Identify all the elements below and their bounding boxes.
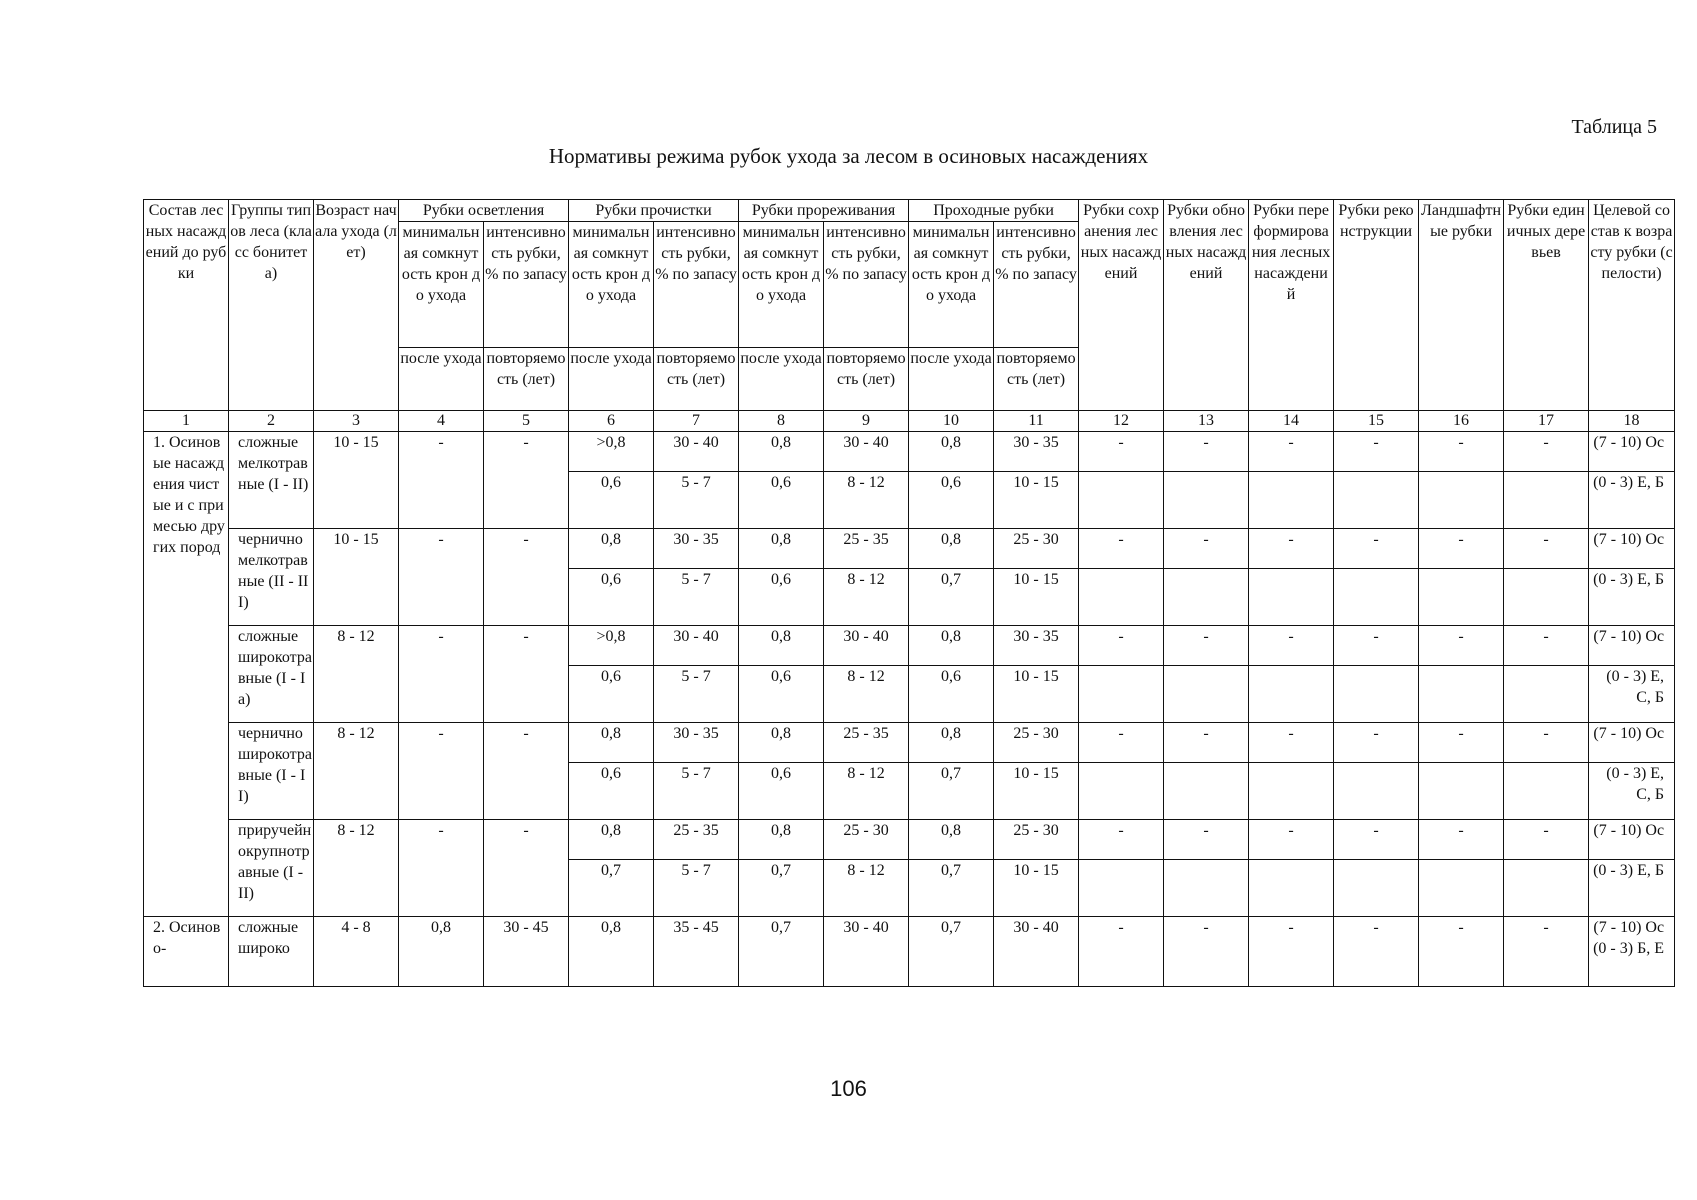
value-cell-v10: 0,8 <box>909 723 994 763</box>
value-cell-v7: 30 - 35 <box>654 723 739 763</box>
value-cell-v7: 35 - 45 <box>654 917 739 987</box>
value-cell-v8: 0,6 <box>739 569 824 626</box>
target-composition-cell: (7 - 10) Ос (0 - 3) Б, Е <box>1589 917 1675 987</box>
value-cell-v8: 0,8 <box>739 723 824 763</box>
dash-cell-17: - <box>1504 917 1589 987</box>
forest-type-cell: черничномелкотравные (II - III) <box>229 529 314 626</box>
osvetleniya-density-cell: 0,8 <box>399 917 484 987</box>
value-cell-v10: 0,8 <box>909 529 994 569</box>
dash-cell-17: - <box>1504 529 1589 569</box>
target-composition-cell: (0 - 3) Е, Б <box>1589 472 1675 529</box>
target-composition-cell: (7 - 10) Ос <box>1589 820 1675 860</box>
dash-cell-14: - <box>1249 917 1334 987</box>
column-number: 6 <box>569 411 654 432</box>
value-cell-v8: 0,8 <box>739 820 824 860</box>
column-number-row <box>144 411 1675 432</box>
value-cell-v9: 30 - 40 <box>824 432 909 472</box>
dash-cell-13: - <box>1164 529 1249 569</box>
empty-cell-14 <box>1249 472 1334 529</box>
dash-cell-17: - <box>1504 626 1589 666</box>
header-rekonstruktsii: Рубки реконструкции <box>1334 200 1419 411</box>
empty-cell-16 <box>1419 860 1504 917</box>
header-repeat: повторяемость (лет) <box>484 348 569 411</box>
dash-cell-13: - <box>1164 432 1249 472</box>
value-cell-v8: 0,8 <box>739 432 824 472</box>
osvetleniya-intensity-cell: - <box>484 529 569 626</box>
empty-cell-14 <box>1249 763 1334 820</box>
dash-cell-16: - <box>1419 432 1504 472</box>
empty-cell-12 <box>1079 860 1164 917</box>
dash-cell-17: - <box>1504 820 1589 860</box>
start-age-cell: 4 - 8 <box>314 917 399 987</box>
target-composition-cell: (7 - 10) Ос <box>1589 626 1675 666</box>
value-cell-v7: 30 - 35 <box>654 529 739 569</box>
value-cell-v7: 30 - 40 <box>654 626 739 666</box>
value-cell-v6: 0,6 <box>569 569 654 626</box>
header-start-age: Возраст начала ухода (лет) <box>314 200 399 411</box>
table-row <box>144 723 1675 763</box>
header-intensity: интенсивность рубки, % по запасу <box>484 222 569 348</box>
osvetleniya-density-cell: - <box>399 626 484 723</box>
dash-cell-16: - <box>1419 529 1504 569</box>
start-age-cell: 8 - 12 <box>314 820 399 917</box>
value-cell-v8: 0,6 <box>739 666 824 723</box>
column-number: 2 <box>229 411 314 432</box>
value-cell-v8: 0,6 <box>739 763 824 820</box>
column-number: 16 <box>1419 411 1504 432</box>
osvetleniya-intensity-cell: 30 - 45 <box>484 917 569 987</box>
table-row <box>144 820 1675 860</box>
value-cell-v10: 0,7 <box>909 569 994 626</box>
empty-cell-17 <box>1504 472 1589 529</box>
header-group-osvetleniya: Рубки осветления <box>399 200 569 222</box>
value-cell-v11: 10 - 15 <box>994 569 1079 626</box>
header-min-density: минимальная сомкнутость крон до ухода <box>739 222 824 348</box>
empty-cell-16 <box>1419 666 1504 723</box>
empty-cell-16 <box>1419 569 1504 626</box>
target-composition-cell: (7 - 10) Ос <box>1589 432 1675 472</box>
target-composition-cell: (0 - 3) Е, С, Б <box>1589 666 1675 723</box>
value-cell-v6: 0,6 <box>569 666 654 723</box>
empty-cell-13 <box>1164 763 1249 820</box>
composition-cell: 1. Осиновые насаждения чистые и с примесью других пород <box>144 432 229 917</box>
value-cell-v7: 5 - 7 <box>654 860 739 917</box>
empty-cell-15 <box>1334 666 1419 723</box>
value-cell-v10: 0,7 <box>909 763 994 820</box>
value-cell-v11: 10 - 15 <box>994 666 1079 723</box>
dash-cell-15: - <box>1334 820 1419 860</box>
osvetleniya-density-cell: - <box>399 432 484 529</box>
value-cell-v10: 0,6 <box>909 666 994 723</box>
header-group-prochistki: Рубки прочистки <box>569 200 739 222</box>
forest-type-cell: сложные широко <box>229 917 314 987</box>
column-number: 17 <box>1504 411 1589 432</box>
value-cell-v6: 0,6 <box>569 763 654 820</box>
forest-type-cell: сложные широкотравные (I - Iа) <box>229 626 314 723</box>
column-number: 14 <box>1249 411 1334 432</box>
header-intensity: интенсивность рубки, % по запасу <box>994 222 1079 348</box>
empty-cell-17 <box>1504 666 1589 723</box>
header-edinichnykh: Рубки единичных деревьев <box>1504 200 1589 411</box>
value-cell-v9: 8 - 12 <box>824 666 909 723</box>
column-number: 18 <box>1589 411 1675 432</box>
dash-cell-12: - <box>1079 723 1164 763</box>
empty-cell-13 <box>1164 860 1249 917</box>
column-number: 15 <box>1334 411 1419 432</box>
dash-cell-15: - <box>1334 917 1419 987</box>
header-sokhraneniya: Рубки сохранения лесных насаждений <box>1079 200 1164 411</box>
dash-cell-13: - <box>1164 723 1249 763</box>
dash-cell-14: - <box>1249 723 1334 763</box>
osvetleniya-intensity-cell: - <box>484 432 569 529</box>
page-number: 106 <box>830 1076 867 1101</box>
target-composition-cell: (0 - 3) Е, Б <box>1589 860 1675 917</box>
dash-cell-12: - <box>1079 626 1164 666</box>
value-cell-v11: 10 - 15 <box>994 472 1079 529</box>
empty-cell-15 <box>1334 763 1419 820</box>
target-composition-cell: (0 - 3) Е, С, Б <box>1589 763 1675 820</box>
osvetleniya-density-cell: - <box>399 723 484 820</box>
value-cell-v8: 0,8 <box>739 626 824 666</box>
empty-cell-12 <box>1079 569 1164 626</box>
value-cell-v9: 8 - 12 <box>824 860 909 917</box>
dash-cell-14: - <box>1249 432 1334 472</box>
empty-cell-16 <box>1419 472 1504 529</box>
table-label: Таблица 5 <box>1571 116 1657 138</box>
value-cell-v7: 25 - 35 <box>654 820 739 860</box>
header-group-prorezhivaniya: Рубки прореживания <box>739 200 909 222</box>
value-cell-v6: 0,6 <box>569 472 654 529</box>
empty-cell-14 <box>1249 666 1334 723</box>
value-cell-v7: 5 - 7 <box>654 569 739 626</box>
column-number: 1 <box>144 411 229 432</box>
start-age-cell: 8 - 12 <box>314 723 399 820</box>
value-cell-v9: 25 - 35 <box>824 529 909 569</box>
column-number: 7 <box>654 411 739 432</box>
empty-cell-13 <box>1164 472 1249 529</box>
header-obnovleniya: Рубки обновления лесных насаждений <box>1164 200 1249 411</box>
value-cell-v7: 5 - 7 <box>654 472 739 529</box>
value-cell-v7: 5 - 7 <box>654 666 739 723</box>
start-age-cell: 10 - 15 <box>314 432 399 529</box>
dash-cell-15: - <box>1334 626 1419 666</box>
osvetleniya-intensity-cell: - <box>484 723 569 820</box>
dash-cell-15: - <box>1334 432 1419 472</box>
norms-table <box>143 199 1675 987</box>
dash-cell-12: - <box>1079 529 1164 569</box>
empty-cell-17 <box>1504 569 1589 626</box>
empty-cell-16 <box>1419 763 1504 820</box>
header-after: после ухода <box>399 348 484 411</box>
value-cell-v11: 30 - 40 <box>994 917 1079 987</box>
value-cell-v9: 30 - 40 <box>824 917 909 987</box>
target-composition-cell: (7 - 10) Ос <box>1589 723 1675 763</box>
header-repeat: повторяемость (лет) <box>824 348 909 411</box>
value-cell-v11: 25 - 30 <box>994 723 1079 763</box>
dash-cell-12: - <box>1079 917 1164 987</box>
column-number: 8 <box>739 411 824 432</box>
dash-cell-14: - <box>1249 626 1334 666</box>
dash-cell-15: - <box>1334 723 1419 763</box>
target-composition-cell: (0 - 3) Е, Б <box>1589 569 1675 626</box>
header-intensity: интенсивность рубки, % по запасу <box>824 222 909 348</box>
dash-cell-17: - <box>1504 432 1589 472</box>
header-row-1 <box>144 200 1675 222</box>
dash-cell-13: - <box>1164 626 1249 666</box>
value-cell-v6: 0,8 <box>569 529 654 569</box>
empty-cell-12 <box>1079 763 1164 820</box>
empty-cell-17 <box>1504 860 1589 917</box>
value-cell-v6: 0,7 <box>569 860 654 917</box>
header-min-density: минимальная сомкнутость крон до ухода <box>909 222 994 348</box>
start-age-cell: 10 - 15 <box>314 529 399 626</box>
target-composition-cell: (7 - 10) Ос <box>1589 529 1675 569</box>
value-cell-v8: 0,6 <box>739 472 824 529</box>
empty-cell-15 <box>1334 472 1419 529</box>
dash-cell-14: - <box>1249 529 1334 569</box>
value-cell-v11: 10 - 15 <box>994 860 1079 917</box>
value-cell-v10: 0,7 <box>909 860 994 917</box>
dash-cell-13: - <box>1164 820 1249 860</box>
value-cell-v10: 0,8 <box>909 432 994 472</box>
value-cell-v6: 0,8 <box>569 820 654 860</box>
table-row <box>144 917 1675 987</box>
value-cell-v11: 25 - 30 <box>994 529 1079 569</box>
empty-cell-15 <box>1334 569 1419 626</box>
osvetleniya-intensity-cell: - <box>484 820 569 917</box>
empty-cell-12 <box>1079 472 1164 529</box>
value-cell-v9: 25 - 35 <box>824 723 909 763</box>
dash-cell-16: - <box>1419 626 1504 666</box>
osvetleniya-density-cell: - <box>399 820 484 917</box>
column-number: 3 <box>314 411 399 432</box>
table-row <box>144 626 1675 666</box>
value-cell-v6: 0,8 <box>569 917 654 987</box>
value-cell-v10: 0,6 <box>909 472 994 529</box>
dash-cell-16: - <box>1419 917 1504 987</box>
empty-cell-15 <box>1334 860 1419 917</box>
column-number: 12 <box>1079 411 1164 432</box>
empty-cell-14 <box>1249 569 1334 626</box>
header-repeat: повторяемость (лет) <box>994 348 1079 411</box>
value-cell-v8: 0,7 <box>739 860 824 917</box>
header-intensity: интенсивность рубки, % по запасу <box>654 222 739 348</box>
osvetleniya-intensity-cell: - <box>484 626 569 723</box>
value-cell-v9: 8 - 12 <box>824 569 909 626</box>
value-cell-v11: 25 - 30 <box>994 820 1079 860</box>
dash-cell-16: - <box>1419 723 1504 763</box>
value-cell-v10: 0,8 <box>909 626 994 666</box>
value-cell-v8: 0,8 <box>739 529 824 569</box>
value-cell-v7: 5 - 7 <box>654 763 739 820</box>
column-number: 10 <box>909 411 994 432</box>
value-cell-v11: 30 - 35 <box>994 432 1079 472</box>
value-cell-v7: 30 - 40 <box>654 432 739 472</box>
table-row <box>144 529 1675 569</box>
header-repeat: повторяемость (лет) <box>654 348 739 411</box>
header-landshaftnye: Ландшафтные рубки <box>1419 200 1504 411</box>
empty-cell-17 <box>1504 763 1589 820</box>
column-number: 4 <box>399 411 484 432</box>
value-cell-v11: 30 - 35 <box>994 626 1079 666</box>
header-min-density: минимальная сомкнутость крон до ухода <box>569 222 654 348</box>
value-cell-v8: 0,7 <box>739 917 824 987</box>
forest-type-cell: сложные мелкотравные (I - II) <box>229 432 314 529</box>
dash-cell-14: - <box>1249 820 1334 860</box>
start-age-cell: 8 - 12 <box>314 626 399 723</box>
header-pereformirovaniya: Рубки переформирования лесных насаждений <box>1249 200 1334 411</box>
header-after: после ухода <box>739 348 824 411</box>
value-cell-v6: >0,8 <box>569 432 654 472</box>
dash-cell-17: - <box>1504 723 1589 763</box>
value-cell-v6: 0,8 <box>569 723 654 763</box>
value-cell-v9: 30 - 40 <box>824 626 909 666</box>
empty-cell-13 <box>1164 666 1249 723</box>
dash-cell-13: - <box>1164 917 1249 987</box>
value-cell-v10: 0,8 <box>909 820 994 860</box>
column-number: 13 <box>1164 411 1249 432</box>
table-row <box>144 432 1675 472</box>
value-cell-v9: 8 - 12 <box>824 472 909 529</box>
column-number: 5 <box>484 411 569 432</box>
empty-cell-14 <box>1249 860 1334 917</box>
header-group-prokhodnye: Проходные рубки <box>909 200 1079 222</box>
value-cell-v10: 0,7 <box>909 917 994 987</box>
empty-cell-12 <box>1079 666 1164 723</box>
header-target-composition: Целевой состав к возрасту рубки (спелости) <box>1589 200 1675 411</box>
osvetleniya-density-cell: - <box>399 529 484 626</box>
value-cell-v9: 25 - 30 <box>824 820 909 860</box>
forest-type-cell: приручейнокрупнотравные (I - II) <box>229 820 314 917</box>
header-after: после ухода <box>569 348 654 411</box>
column-number: 9 <box>824 411 909 432</box>
header-after: после ухода <box>909 348 994 411</box>
value-cell-v9: 8 - 12 <box>824 763 909 820</box>
composition-cell: 2. Осиново- <box>144 917 229 987</box>
value-cell-v6: >0,8 <box>569 626 654 666</box>
dash-cell-12: - <box>1079 432 1164 472</box>
header-min-density: минимальная сомкнутость крон до ухода <box>399 222 484 348</box>
empty-cell-13 <box>1164 569 1249 626</box>
forest-type-cell: черничноширокотравные (I - II) <box>229 723 314 820</box>
column-number: 11 <box>994 411 1079 432</box>
dash-cell-16: - <box>1419 820 1504 860</box>
header-forest-type: Группы типов леса (класс бонитета) <box>229 200 314 411</box>
dash-cell-15: - <box>1334 529 1419 569</box>
dash-cell-12: - <box>1079 820 1164 860</box>
header-composition: Состав лесных насаждений до рубки <box>144 200 229 411</box>
value-cell-v11: 10 - 15 <box>994 763 1079 820</box>
document-title: Нормативы режима рубок ухода за лесом в осиновых насаждениях <box>548 144 1149 168</box>
